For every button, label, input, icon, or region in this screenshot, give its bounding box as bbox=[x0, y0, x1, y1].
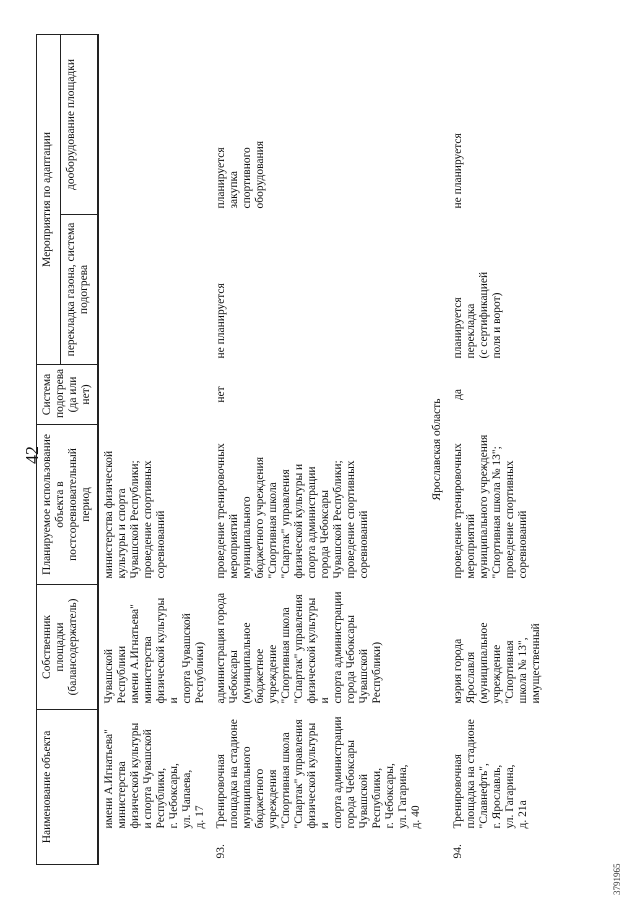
row-number bbox=[98, 835, 211, 865]
owner: мэрия города Ярославля (муниципальное учреждение "Спортивная школа № 13", имущественный bbox=[452, 622, 542, 704]
region-heading: Ярославская область bbox=[431, 398, 443, 501]
table-row bbox=[98, 34, 211, 864]
equipment-measure: планируется закупка спортивного оборудования bbox=[215, 140, 266, 209]
row-number: 93. bbox=[215, 844, 227, 859]
region-row bbox=[427, 34, 448, 864]
equipment-measure: не планируется bbox=[452, 133, 464, 209]
header-name: Наименование объекта bbox=[37, 710, 99, 865]
heating-system: нет bbox=[215, 386, 227, 403]
planned-use: проведение тренировочных мероприятий муниципального учреждения "Спортивная школа № 13"; проведение спортивных соревнований bbox=[452, 434, 529, 579]
object-name: имени А.Игнатьева" министерства физической культуры и спорта Чувашской Республики, г. Чебоксары, ул. Чапаева, д. 17 bbox=[103, 722, 206, 829]
table-row bbox=[448, 34, 547, 864]
planned-use: министерства физической культуры и спорта Чувашской Республики; проведение спортивных соревнований bbox=[103, 450, 167, 579]
header-owner: Собственник площадки (балансодержатель) bbox=[37, 585, 99, 710]
lawn-measure: планируется перекладка (с сертификацией поля и ворот) bbox=[452, 271, 503, 359]
table-row bbox=[211, 34, 427, 864]
lawn-measure: не планируется bbox=[215, 283, 227, 359]
owner: Чувашской Республики имени А.Игнатьева" министерства физической культуры и спорта Чувашской Республики) bbox=[103, 597, 206, 704]
lawn-measure bbox=[98, 215, 211, 365]
planned-use: проведение тренировочных мероприятий муниципального бюджетного учреждения "Спортивная школа "Спартак" управления физической культуры и спорта администрации города Чебоксары Чувашской Республики; проведение спортивных соревнований bbox=[215, 443, 370, 579]
header-adaptation-lawn: перекладка газона, система подогрева bbox=[60, 215, 98, 365]
heating-system bbox=[98, 365, 211, 425]
owner: администрация города Чебоксары (муниципальное бюджетное учреждение "Спортивная школа "Спартак" управления физической культуры и спорта администрации города Чебоксары Чувашской Республики) bbox=[215, 591, 383, 704]
header-planned-use: Планируемое использование объекта в постсоревновательный период bbox=[37, 425, 99, 585]
row-number: 94. bbox=[452, 844, 464, 859]
page-number: 42 bbox=[22, 446, 42, 464]
object-name: Тренировочная площадка на стадионе муниципального бюджетного учреждения "Спортивная школа "Спартак" управления физической культуры и спорта администрации города Чебоксары Чувашской Республики, г. Чебоксары, ул. Гагарина, д. 40 bbox=[215, 716, 422, 829]
equipment-measure bbox=[98, 34, 211, 214]
object-name: Тренировочная площадка на стадионе "Славнефть", г. Ярославль, ул. Гагарина, д. 21а bbox=[452, 719, 529, 829]
adaptation-table bbox=[36, 34, 547, 865]
header-heating: Система подогрева (да или нет) bbox=[37, 365, 99, 425]
header-adaptation-equipment: дооборудование площадки bbox=[60, 34, 98, 214]
footer-code: 3791965 bbox=[612, 863, 622, 895]
header-adaptation-group: Мероприятия по адаптации bbox=[37, 34, 61, 364]
heating-system: да bbox=[452, 389, 464, 400]
